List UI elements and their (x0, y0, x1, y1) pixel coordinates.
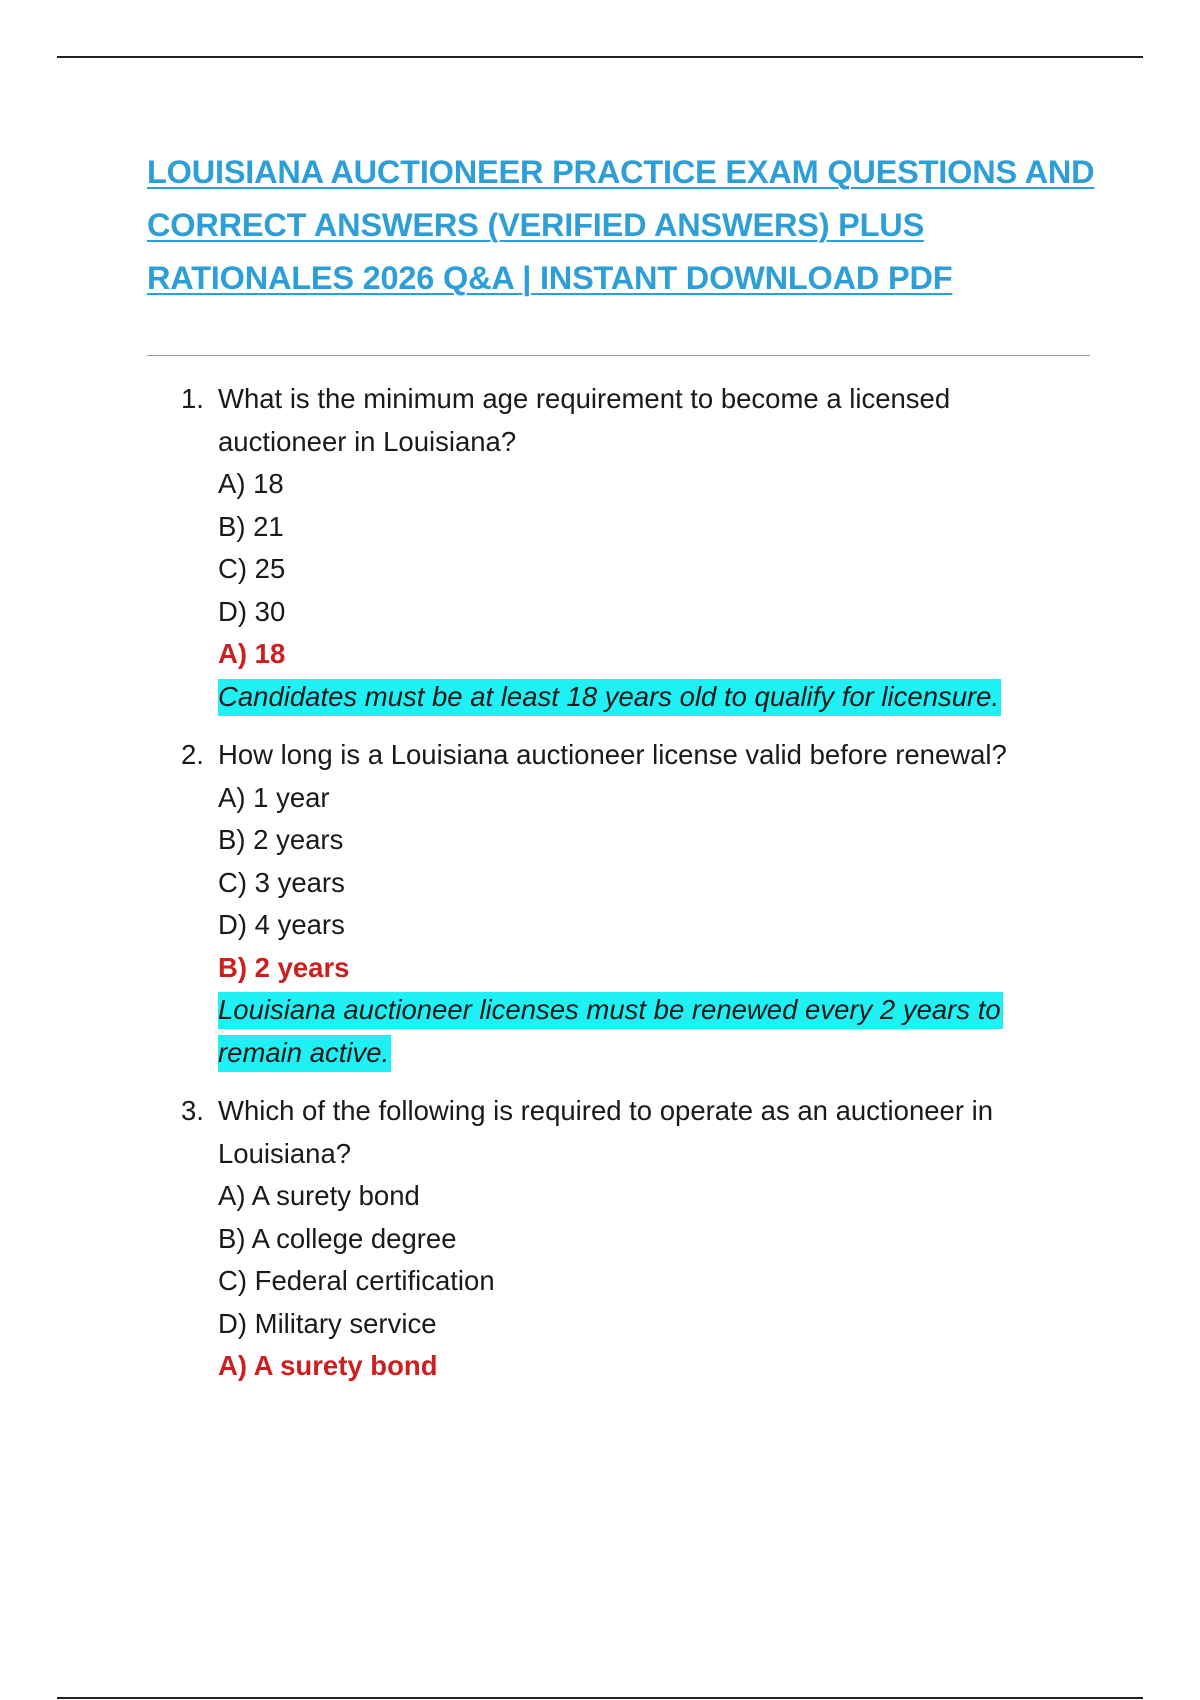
page-top-rule (57, 56, 1143, 58)
document-title[interactable]: LOUISIANA AUCTIONEER PRACTICE EXAM QUESTIONS AND CORRECT ANSWERS (VERIFIED ANSWERS) PLUS RATIONALES 2026 Q&A | INSTANT DOWNLOAD PDF (147, 154, 1095, 296)
rationale-highlight: Candidates must be at least 18 years old to qualify for licensure. (218, 679, 1001, 716)
correct-answer: B) 2 years (218, 951, 350, 983)
answer-option: D) Military service (218, 1307, 437, 1339)
answer-option: B) A college degree (218, 1222, 457, 1254)
question-item (0, 734, 1078, 1074)
title-divider (147, 355, 1090, 356)
correct-answer: A) 18 (218, 638, 286, 669)
rationale (218, 989, 1078, 1074)
question-number: 1. (181, 383, 204, 414)
answer-option: C) Federal certification (218, 1265, 495, 1296)
correct-answer: A) A surety bond (218, 1350, 438, 1381)
answer-option: A) A surety bond (218, 1180, 420, 1211)
question-item (0, 1090, 1078, 1388)
answer-option: A) 18 (218, 468, 284, 499)
question-item (0, 378, 1078, 718)
answer-option: C) 3 years (218, 866, 345, 898)
page-bottom-rule (57, 1697, 1143, 1699)
rationale-highlight: Louisiana auctioneer licenses must be renewed every 2 years to remain active. (218, 992, 1003, 1072)
question-text: How long is a Louisiana auctioneer license valid before renewal? (218, 739, 1007, 770)
question-number: 2. (181, 739, 204, 770)
question-text: Which of the following is required to operate as an auctioneer in Louisiana? (218, 1095, 994, 1169)
answer-option: D) 4 years (218, 909, 345, 940)
question-number: 3. (181, 1095, 204, 1126)
answer-option: C) 25 (218, 553, 286, 584)
answer-option: B) 21 (218, 510, 284, 542)
question-list (0, 378, 1200, 1404)
answer-option: A) 1 year (218, 781, 330, 813)
rationale (218, 676, 1078, 719)
question-text: What is the minimum age requirement to become a licensed auctioneer in Louisiana? (218, 383, 951, 457)
answer-option: D) 30 (218, 595, 286, 627)
answer-option: B) 2 years (218, 824, 344, 855)
